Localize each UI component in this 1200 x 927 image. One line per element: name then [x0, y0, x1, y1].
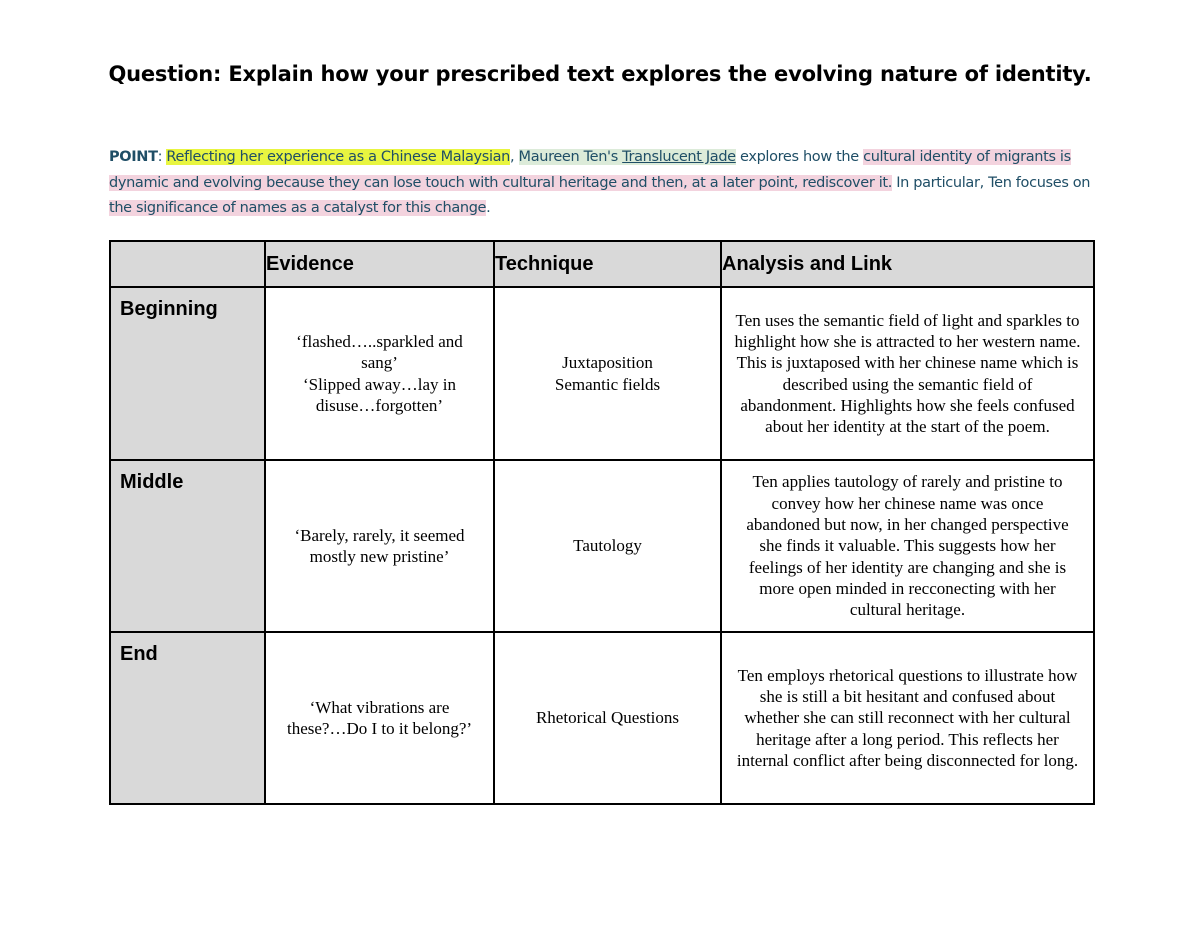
analysis-text: Ten uses the semantic field of light and sparkles to highlight how she is attracted to her western name. This is juxtaposed with her chinese name which is described using the semantic field of abandonment. Highlights how she feels confused about her identity at the start of the poem.: [734, 310, 1081, 437]
header-technique: Technique: [494, 241, 721, 287]
technique-cell: [494, 460, 721, 632]
author-text-highlight: [519, 149, 736, 165]
evidence-quote: ‘Barely, rarely, it seemed mostly new pristine’: [294, 525, 465, 566]
concept-highlight: cultural identity of migrants is dynamic and evolving because they can lose touch with cultural heritage and then, at a later point, rediscover it.: [109, 149, 1071, 191]
technique-name: Juxtaposition: [562, 353, 653, 373]
evidence-cell: [265, 287, 494, 460]
point-label: POINT: [109, 149, 158, 165]
point-connector-2: In particular, Ten focuses on: [891, 174, 1091, 191]
analysis-text: Ten applies tautology of rarely and pristine to convey how her chinese name was once abandoned but now, in her changed perspective she finds it valuable. This suggests how her feelings of her identity are changing and she is more open minded in recconecting with her cultural heritage.: [746, 472, 1069, 620]
question-title: Question: Explain how your prescribed text explores the evolving nature of identity.: [108, 62, 1092, 86]
table-row: [110, 632, 1094, 804]
analysis-cell: [721, 632, 1094, 804]
analysis-cell: [721, 287, 1094, 460]
point-colon: :: [157, 149, 167, 165]
point-connector: explores how the: [735, 149, 864, 165]
evidence-quote: ‘Slipped away…lay in disuse…forgotten’: [303, 374, 456, 415]
table-row: [110, 460, 1094, 632]
technique-name: Tautology: [573, 536, 642, 556]
point-period: .: [486, 200, 491, 216]
analysis-cell: [721, 460, 1094, 632]
row-label-beginning: Beginning: [110, 287, 265, 460]
technique-cell: [494, 287, 721, 460]
focus-highlight: the significance of names as a catalyst for this change: [109, 200, 487, 216]
row-label-end: End: [110, 632, 265, 804]
header-analysis: Analysis and Link: [721, 241, 1094, 287]
technique-name: Rhetorical Questions: [535, 708, 680, 728]
point-paragraph: [109, 145, 1099, 222]
evidence-quote: ‘flashed…..sparkled and sang’: [296, 331, 463, 373]
analysis-text: Ten employs rhetorical questions to illustrate how she is still a bit hesitant and confused about whether she can still reconnect with her cultural heritage after a long period. This reflects her internal conflict after being disconnected for long.: [736, 665, 1079, 770]
point-comma: ,: [510, 149, 519, 165]
text-title: Translucent Jade: [622, 149, 736, 165]
analysis-table: [109, 240, 1095, 805]
evidence-cell: [265, 632, 494, 804]
technique-name: Semantic fields: [554, 374, 661, 394]
evidence-quote: ‘What vibrations are these?…Do I to it belong?’: [286, 697, 473, 738]
header-blank: [110, 241, 265, 287]
technique-cell: [494, 632, 721, 804]
evidence-cell: [265, 460, 494, 632]
context-highlight: Reflecting her experience as a Chinese Malaysian: [166, 149, 510, 165]
table-row: [110, 287, 1094, 460]
header-evidence: Evidence: [265, 241, 494, 287]
row-label-middle: Middle: [110, 460, 265, 632]
author-name: Maureen Ten's: [518, 149, 623, 165]
table-header-row: [110, 241, 1094, 287]
